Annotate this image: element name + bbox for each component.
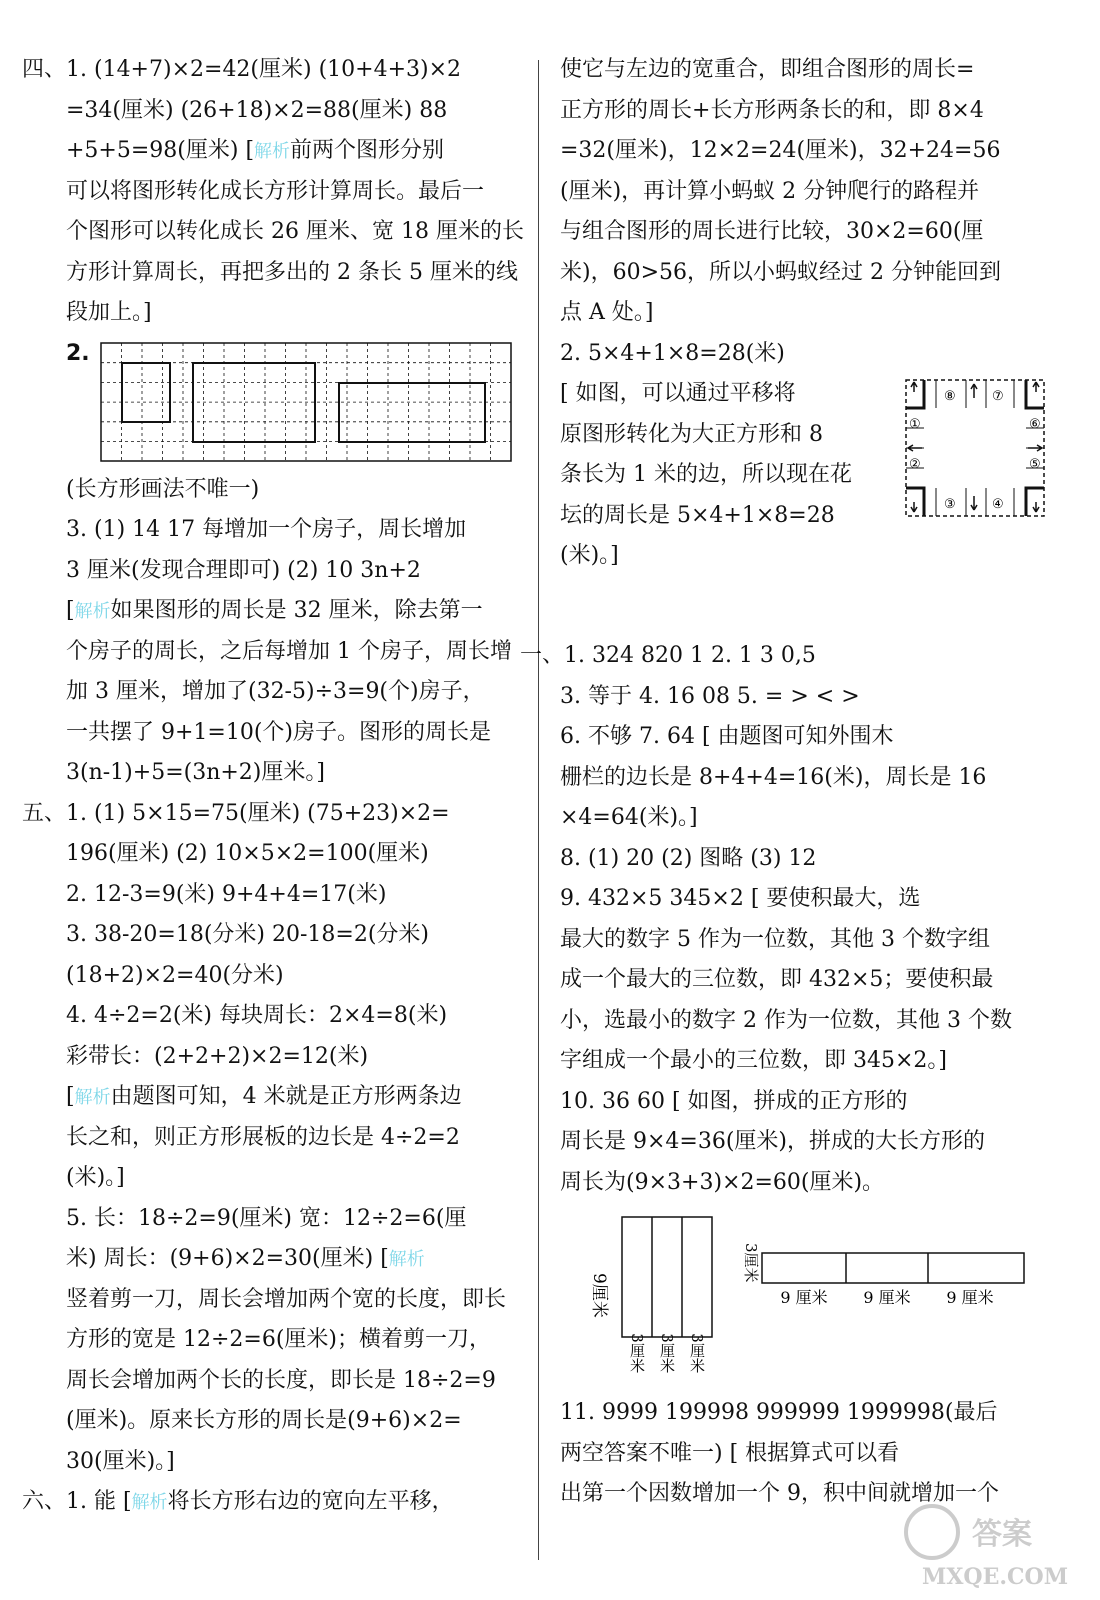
text-line: 米)，60>56，所以小蚂蚁经过 2 分钟能回到 (560, 259, 1001, 285)
text-line (22, 1442, 517, 1483)
text-line (22, 996, 517, 1037)
text-line (22, 1239, 517, 1280)
text-line: 小，选最小的数字 2 作为一位数，其他 3 个数 (560, 1007, 1012, 1033)
figure-label: 2. (66, 340, 90, 366)
text-line (22, 1037, 517, 1078)
line-text: 段加上。] (66, 300, 152, 325)
text-line: 条长为 1 米的边，所以现在花 (560, 462, 852, 487)
text-line: 字组成一个最小的三位数，即 345×2。] (560, 1048, 947, 1073)
line-rest: 如果图形的周长是 32 厘米，除去第一 (110, 598, 483, 623)
rectangle-grid-figure (22, 334, 517, 470)
text-line (22, 834, 517, 875)
label-2: ② (909, 457, 921, 472)
line-text: 30(厘米)。] (66, 1448, 175, 1474)
line-rest: 将长方形右边的宽向左平移， (167, 1489, 454, 1514)
flower-bed-figure-block (560, 374, 1050, 576)
text-line: 一、1. 324 820 1 2. 1 3 0,5 (520, 643, 816, 668)
text-line (22, 172, 517, 213)
text-line (22, 50, 517, 91)
text-line: 9. 432×5 345×2 [ 要使积最大，选 (560, 886, 921, 911)
text-line: 8. (1) 20 (2) 图略 (3) 12 (560, 845, 817, 871)
line-rest: 前两个图形分别 (290, 138, 445, 163)
label-6: ⑥ (1029, 417, 1041, 432)
line-text: [ (66, 598, 75, 623)
text-line (22, 713, 517, 754)
text-line: 最大的数字 5 作为一位数，其他 3 个数字组 (560, 926, 990, 952)
left-column (22, 50, 524, 1523)
label-7: ⑦ (992, 389, 1004, 404)
line-text: [ (66, 1084, 75, 1109)
text-line (22, 510, 517, 551)
text-line (22, 1320, 517, 1361)
line-text: 加 3 厘米，增加了(32-5)÷3=9(个)房子， (66, 679, 485, 704)
fig10-right-label-3: 9 厘米 (946, 1288, 994, 1307)
text-line (22, 131, 517, 172)
text-line (22, 1199, 517, 1240)
text-line (22, 1280, 517, 1321)
text-line (22, 632, 517, 673)
analysis-tag: 解析 (74, 601, 111, 622)
text-line: 使它与左边的宽重合，即组合图形的周长= (560, 57, 975, 82)
text-line (22, 1158, 517, 1199)
line-text: 可以将图形转化成长方形计算周长。最后一 (66, 178, 485, 204)
text-line (22, 1361, 517, 1402)
text-line: 成一个最大的三位数，即 432×5；要使积最 (560, 967, 994, 992)
line-text: 3(n-1)+5=(3n+2)厘米。] (66, 760, 325, 785)
line-text: (长方形画法不唯一) (66, 476, 260, 502)
line-text: (18+2)×2=40(分米) (66, 962, 284, 988)
text-line: 正方形的周长+长方形两条长的和，即 8×4 (560, 97, 984, 123)
label-4: ④ (992, 497, 1004, 512)
line-text: 竖着剪一刀，周长会增加两个宽的长度，即长 (66, 1286, 507, 1312)
text-line: 点 A 处。] (560, 300, 654, 325)
text-line (22, 915, 517, 956)
line-text: 5. 长：18÷2=9(厘米) 宽：12÷2=6(厘 (66, 1205, 467, 1231)
watermark-text: MXQE.COM (922, 1564, 1069, 1590)
section-gap (560, 576, 1050, 636)
line-text: 五、1. (1) 5×15=75(厘米) (75+23)×2= (22, 800, 450, 826)
line-text: 一共摆了 9+1=10(个)房子。图形的周长是 (66, 719, 492, 745)
line-text: (厘米)。原来长方形的周长是(9+6)×2= (66, 1408, 462, 1433)
line-text: 个图形可以转化成长 26 厘米、宽 18 厘米的长 (66, 219, 524, 244)
line-text: 3. 38-20=18(分米) 20-18=2(分米) (66, 922, 430, 947)
line-text: 2. 12-3=9(米) 9+4+4=17(米) (66, 881, 387, 907)
line-text: 个房子的周长，之后每增加 1 个房子，周长增 (66, 638, 512, 664)
text-line: ×4=64(米)。] (560, 805, 698, 830)
fig10-right-side-label: 3厘米 (742, 1243, 760, 1283)
line-rest: 由题图可知，4 米就是正方形两条边 (110, 1084, 462, 1109)
line-text: 米) 周长：(9+6)×2=30(厘米) [ (66, 1246, 389, 1271)
label-1: ① (909, 417, 921, 432)
text-line: 与组合图形的周长进行比较，30×2=60(厘 (560, 219, 984, 244)
text-line (22, 672, 517, 713)
label-3: ③ (944, 497, 956, 512)
text-line (22, 253, 517, 294)
right-column (520, 50, 1050, 1515)
flower-bed-explanation (560, 374, 880, 577)
fig10-right-label-1: 9 厘米 (780, 1288, 828, 1307)
text-line: (米)。] (560, 543, 619, 568)
line-text: 四、1. (14+7)×2=42(厘米) (10+4+3)×2 (22, 57, 462, 82)
text-line (22, 1482, 517, 1523)
line-text: 4. 4÷2=2(米) 每块周长：2×4=8(米) (66, 1003, 448, 1028)
svg-text:答案: 答案 (972, 1517, 1032, 1552)
text-line: 栅栏的边长是 8+4+4=16(米)，周长是 16 (560, 764, 987, 790)
text-line: 周长为(9×3+3)×2=60(厘米)。 (560, 1169, 885, 1195)
fig10-bottom-label-3: 3厘米 (688, 1333, 706, 1373)
label-8: ⑧ (944, 389, 956, 404)
text-line: =32(厘米)，12×2=24(厘米)，32+24=56 (560, 138, 1001, 163)
analysis-tag: 解析 (388, 1249, 425, 1270)
analysis-tag: 解析 (254, 141, 291, 162)
analysis-tag: 解析 (131, 1492, 168, 1513)
text-line (22, 794, 517, 835)
analysis-tag: 解析 (74, 1087, 111, 1108)
line-text: 周长会增加两个长的长度，即长是 18÷2=9 (66, 1367, 496, 1393)
text-line: 周长是 9×4=36(厘米)，拼成的大长方形的 (560, 1129, 986, 1154)
line-text: 3. (1) 14 17 每增加一个房子，周长增加 (66, 517, 467, 542)
line-text: 196(厘米) (2) 10×5×2=100(厘米) (66, 841, 429, 866)
text-line: 坛的周长是 5×4+1×8=28 (560, 502, 835, 528)
text-line (22, 293, 517, 334)
text-line (22, 753, 517, 794)
right-bottom-block (520, 636, 1050, 1203)
text-line (22, 1401, 517, 1442)
line-text: =34(厘米) (26+18)×2=88(厘米) 88 (66, 97, 448, 123)
fig10-right-label-2: 9 厘米 (863, 1288, 911, 1307)
watermark-logo (892, 1492, 1092, 1592)
fig10-diagram (560, 1203, 1050, 1393)
text-line (22, 1118, 517, 1159)
text-line: 2. 5×4+1×8=28(米) (560, 340, 785, 366)
grid-diagram (100, 342, 512, 464)
fig10-bottom-label-1: 3厘米 (628, 1333, 646, 1373)
text-line (22, 875, 517, 916)
text-line (22, 551, 517, 592)
text-line: 两空答案不唯一) [ 根据算式可以看 (560, 1440, 900, 1466)
line-text: 方形的宽是 12÷2=6(厘米)；横着剪一刀， (66, 1327, 492, 1352)
text-line (22, 91, 517, 132)
line-text: 长之和，则正方形展板的边长是 4÷2=2 (66, 1124, 460, 1150)
text-line (22, 591, 517, 632)
label-5: ⑤ (1029, 457, 1041, 472)
fig10-left-label: 9厘米 (589, 1273, 609, 1318)
line-text: +5+5=98(厘米) [ (66, 138, 255, 163)
text-line (22, 1077, 517, 1118)
line-text: (米)。] (66, 1165, 125, 1190)
line-text: 彩带长：(2+2+2)×2=12(米) (66, 1043, 369, 1069)
line-text: 六、1. 能 [ (22, 1489, 132, 1514)
right-top-block (560, 50, 1050, 374)
text-line (22, 956, 517, 997)
column-divider (538, 60, 539, 1560)
fig10-bottom-label-2: 3厘米 (658, 1333, 676, 1373)
text-line: (厘米)，再计算小蚂蚁 2 分钟爬行的路程并 (560, 178, 980, 204)
line-text: 方形计算周长，再把多出的 2 条长 5 厘米的线 (66, 259, 518, 285)
text-line: [ 如图，可以通过平移将 (560, 381, 796, 406)
text-line (22, 212, 524, 253)
flower-bed-diagram (904, 378, 1046, 518)
text-line: 出第一个因数增加一个 9，积中间就增加一个 (560, 1481, 999, 1506)
text-line: 3. 等于 4. 16 08 5. = > < > (560, 683, 860, 709)
text-line: 原图形转化为大正方形和 8 (560, 421, 823, 447)
text-line (22, 470, 517, 511)
line-text: 3 厘米(发现合理即可) (2) 10 3n+2 (66, 557, 421, 583)
text-line: 11. 9999 199998 999999 1999998(最后 (560, 1400, 998, 1425)
fig10-block (560, 1203, 1050, 1393)
text-line: 6. 不够 7. 64 [ 由题图可知外围木 (560, 724, 894, 749)
text-line: 10. 36 60 [ 如图，拼成的正方形的 (560, 1088, 908, 1114)
